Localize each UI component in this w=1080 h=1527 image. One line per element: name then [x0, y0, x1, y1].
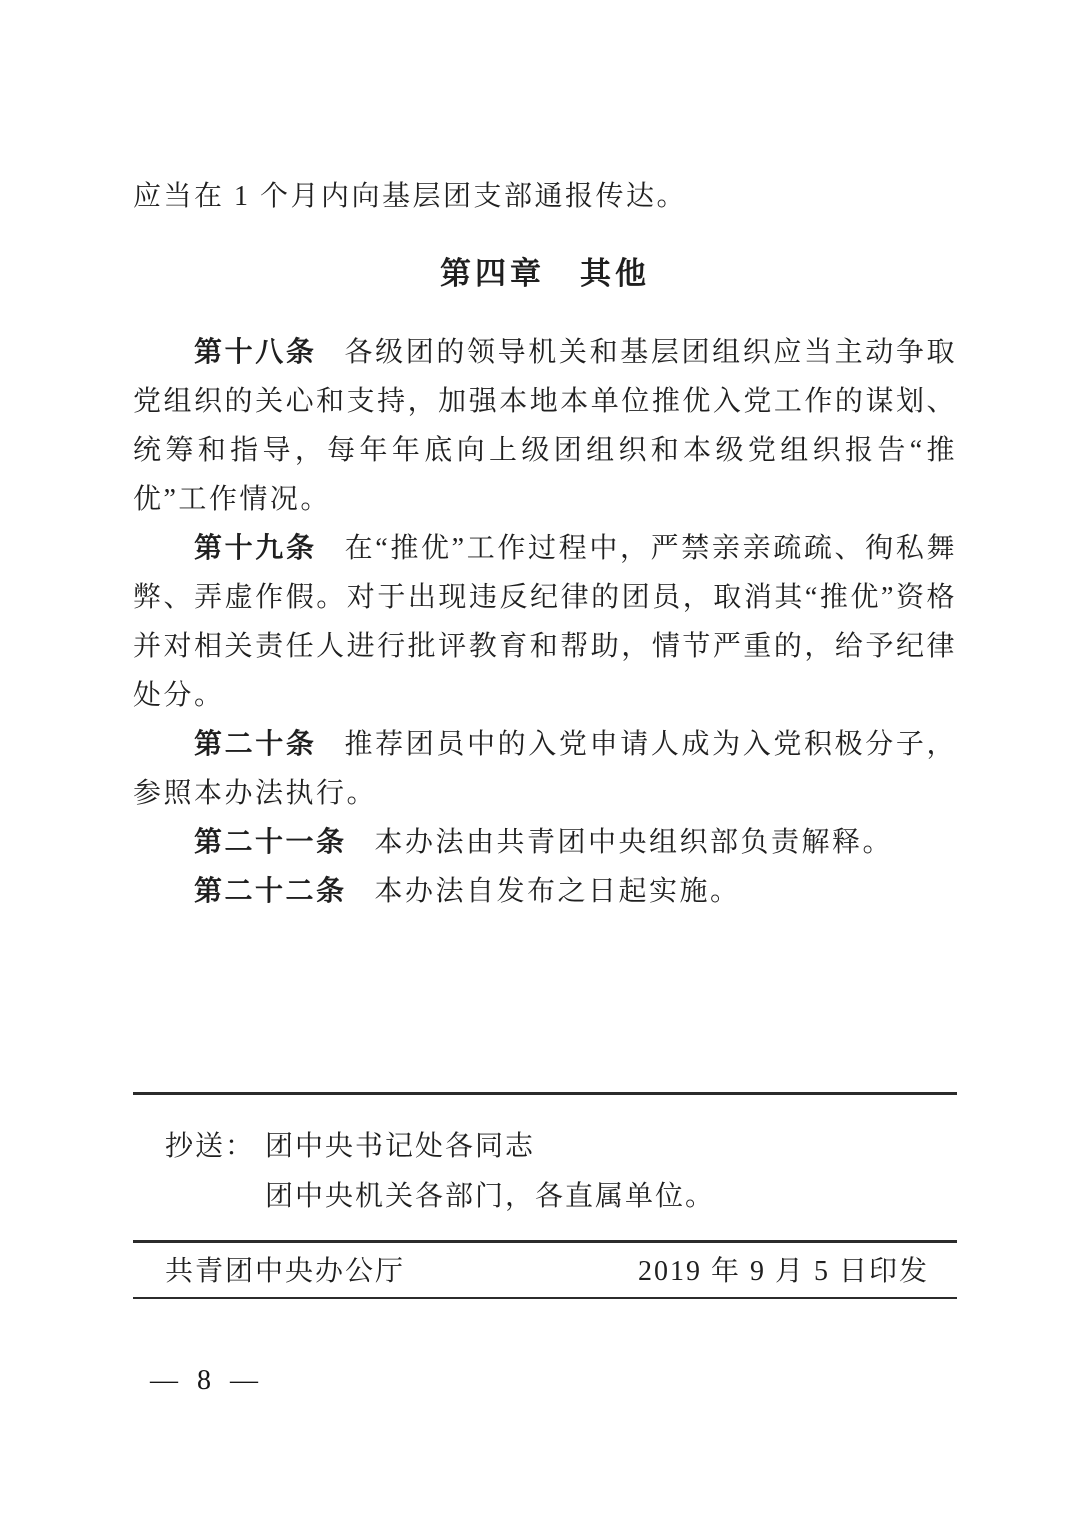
cc-lines	[265, 1122, 715, 1222]
article-text: 本办法由共青团中央组织部负责解释。	[374, 827, 894, 858]
page-number: — 8 —	[150, 1365, 264, 1396]
issuer-name: 共青团中央办公厅	[165, 1256, 406, 1287]
article-label: 第二十二条	[194, 876, 347, 907]
article-label: 第二十一条	[194, 827, 347, 858]
article-paragraph-21	[133, 818, 957, 867]
cc-line-2: 团中央机关各部门，各直属单位。	[265, 1181, 716, 1212]
cc-line-1: 团中央书记处各同志	[265, 1131, 536, 1162]
separator-rule-mid	[133, 1240, 957, 1243]
article-label: 第十九条	[194, 533, 317, 564]
article-label: 第二十条	[194, 729, 317, 760]
separator-rule-bottom	[133, 1297, 957, 1299]
issuer-row	[133, 1252, 957, 1292]
article-paragraph-20	[133, 720, 957, 818]
article-text: 各级团的领导机关和基层团组织应当主动争取党组织的关心和支持，加强本地本单位推优入党工作的谋划、统筹和指导，每年年底向上级团组织和本级党组织报告“推优”工作情况。	[133, 337, 957, 515]
article-text: 本办法自发布之日起实施。	[374, 876, 741, 907]
article-label: 第十八条	[194, 337, 317, 368]
cc-label: 抄送：	[165, 1131, 256, 1162]
document-body	[133, 172, 957, 916]
article-text: 在“推优”工作过程中，严禁亲亲疏疏、徇私舞弊、弄虚作假。对于出现违反纪律的团员，取消其“推优”资格并对相关责任人进行批评教育和帮助，情节严重的，给予纪律处分。	[133, 533, 957, 711]
article-paragraph-19	[133, 524, 957, 720]
cc-block	[133, 1122, 957, 1222]
article-paragraph-22	[133, 867, 957, 916]
chapter-heading: 第四章 其他	[440, 256, 650, 291]
article-paragraph-18	[133, 328, 957, 524]
separator-rule-top	[133, 1092, 957, 1095]
article-text: 推荐团员中的入党申请人成为入党积极分子，参照本办法执行。	[133, 729, 957, 809]
continuation-paragraph: 应当在 1 个月内向基层团支部通报传达。	[133, 181, 688, 212]
print-date: 2019 年 9 月 5 日印发	[637, 1256, 929, 1287]
